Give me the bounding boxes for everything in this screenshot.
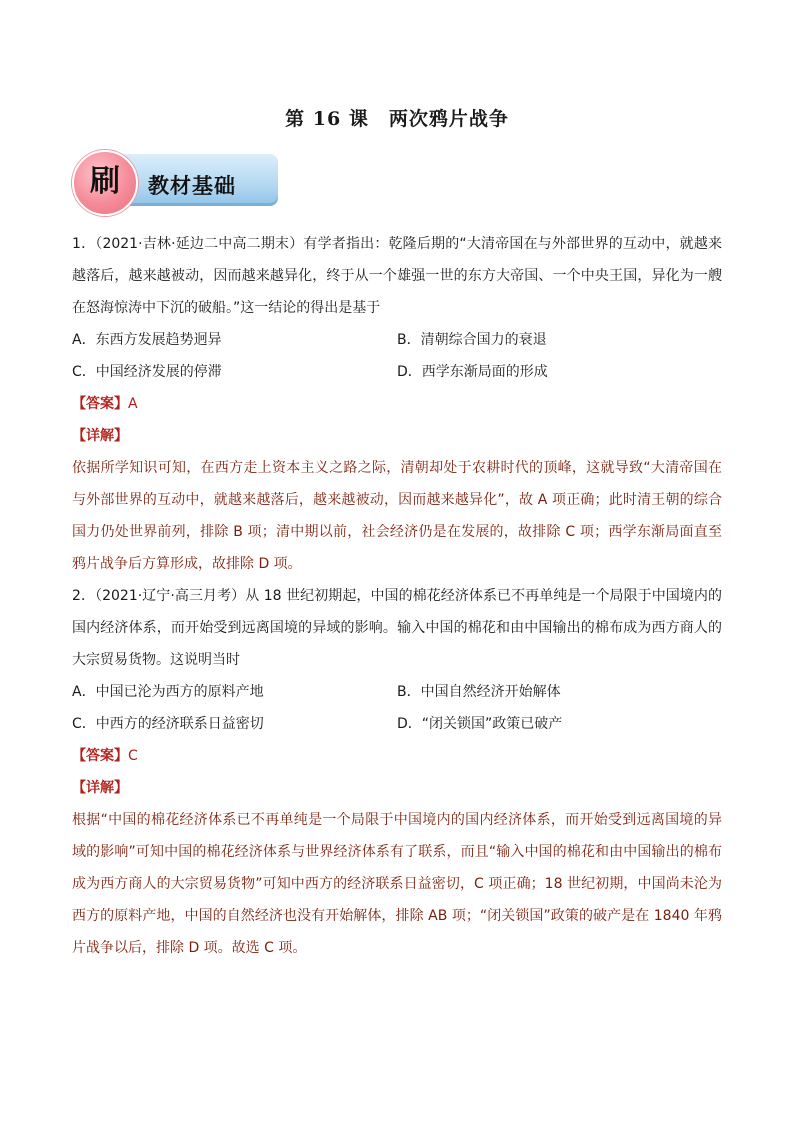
explanation: 依据所学知识可知，在西方走上资本主义之路之际，清朝却处于农耕时代的顶峰，这就导致“大清帝国在与外部世界的互动中，就越来越落后，越来越被动，因而越来越异化”，故 A 项正确；此时清王朝的综合国力仍处世界前列，排除 B 项；清中期以前，社会经济仍是在发展的，故排除 C 项；西学东渐局面直至鸦片战争后方算形成，故排除 D 项。 bbox=[72, 460, 722, 572]
brush-icon bbox=[72, 150, 138, 216]
explanation: 根据“中国的棉花经济体系已不再单纯是一个局限于中国境内的国内经济体系，而开始受到远离国境的异域的影响”可知中国的棉花经济体系与世界经济体系有了联系，而且“输入中国的棉花和由中国输出的棉布成为西方商人的大宗贸易货物”可知中西方的经济联系日益密切，C 项正确；18 世纪初期，中国尚未沦为西方的原料产地，中国的自然经济也没有开始解体，排除 AB 项；“闭关锁国”政策的破产是在 1840 年鸦片战争以后，排除 D 项。故选 C 项。 bbox=[72, 812, 722, 956]
option-list bbox=[72, 324, 722, 388]
page-title: 第 16 课 两次鸦片战争 bbox=[285, 108, 509, 130]
option-d: D．“闭关锁国”政策已破产 bbox=[397, 716, 563, 732]
question-item bbox=[72, 228, 722, 580]
option-a: A．东西方发展趋势迥异 bbox=[72, 332, 222, 348]
detail-label: 【详解】 bbox=[72, 428, 128, 444]
question-item bbox=[72, 580, 722, 964]
answer-line bbox=[72, 740, 722, 772]
answer-value: A bbox=[128, 396, 138, 412]
answer-label: 【答案】 bbox=[72, 748, 128, 764]
option-c: C．中西方的经济联系日益密切 bbox=[72, 716, 264, 732]
option-list bbox=[72, 676, 722, 740]
answer-value: C bbox=[128, 748, 138, 764]
section-label: 教材基础 bbox=[148, 173, 236, 198]
question-stem: 2．（2021·辽宁·高三月考）从 18 世纪初期起，中国的棉花经济体系已不再单纯是一个局限于中国境内的国内经济体系，而开始受到远离国境的异域的影响。输入中国的棉花和由中国输出的棉布成为西方商人的大宗贸易货物。这说明当时 bbox=[72, 588, 722, 668]
option-a: A．中国已沦为西方的原料产地 bbox=[72, 684, 264, 700]
badge-icon-char: 刷 bbox=[90, 164, 120, 199]
question-stem: 1．（2021·吉林·延边二中高二期末）有学者指出：乾隆后期的“大清帝国在与外部世界的互动中，就越来越落后，越来越被动，因而越来越异化，终于从一个雄强一世的东方大帝国、一个中央王国，异化为一艘在怒海惊涛中下沉的破船。”这一结论的得出是基于 bbox=[72, 236, 722, 316]
option-d: D．西学东渐局面的形成 bbox=[397, 364, 548, 380]
section-badge bbox=[72, 150, 282, 214]
answer-line bbox=[72, 388, 722, 420]
option-c: C．中国经济发展的停滞 bbox=[72, 364, 222, 380]
option-b: B．清朝综合国力的衰退 bbox=[397, 332, 547, 348]
detail-label: 【详解】 bbox=[72, 780, 128, 796]
question-list bbox=[72, 228, 722, 964]
answer-label: 【答案】 bbox=[72, 396, 128, 412]
option-b: B．中国自然经济开始解体 bbox=[397, 684, 561, 700]
